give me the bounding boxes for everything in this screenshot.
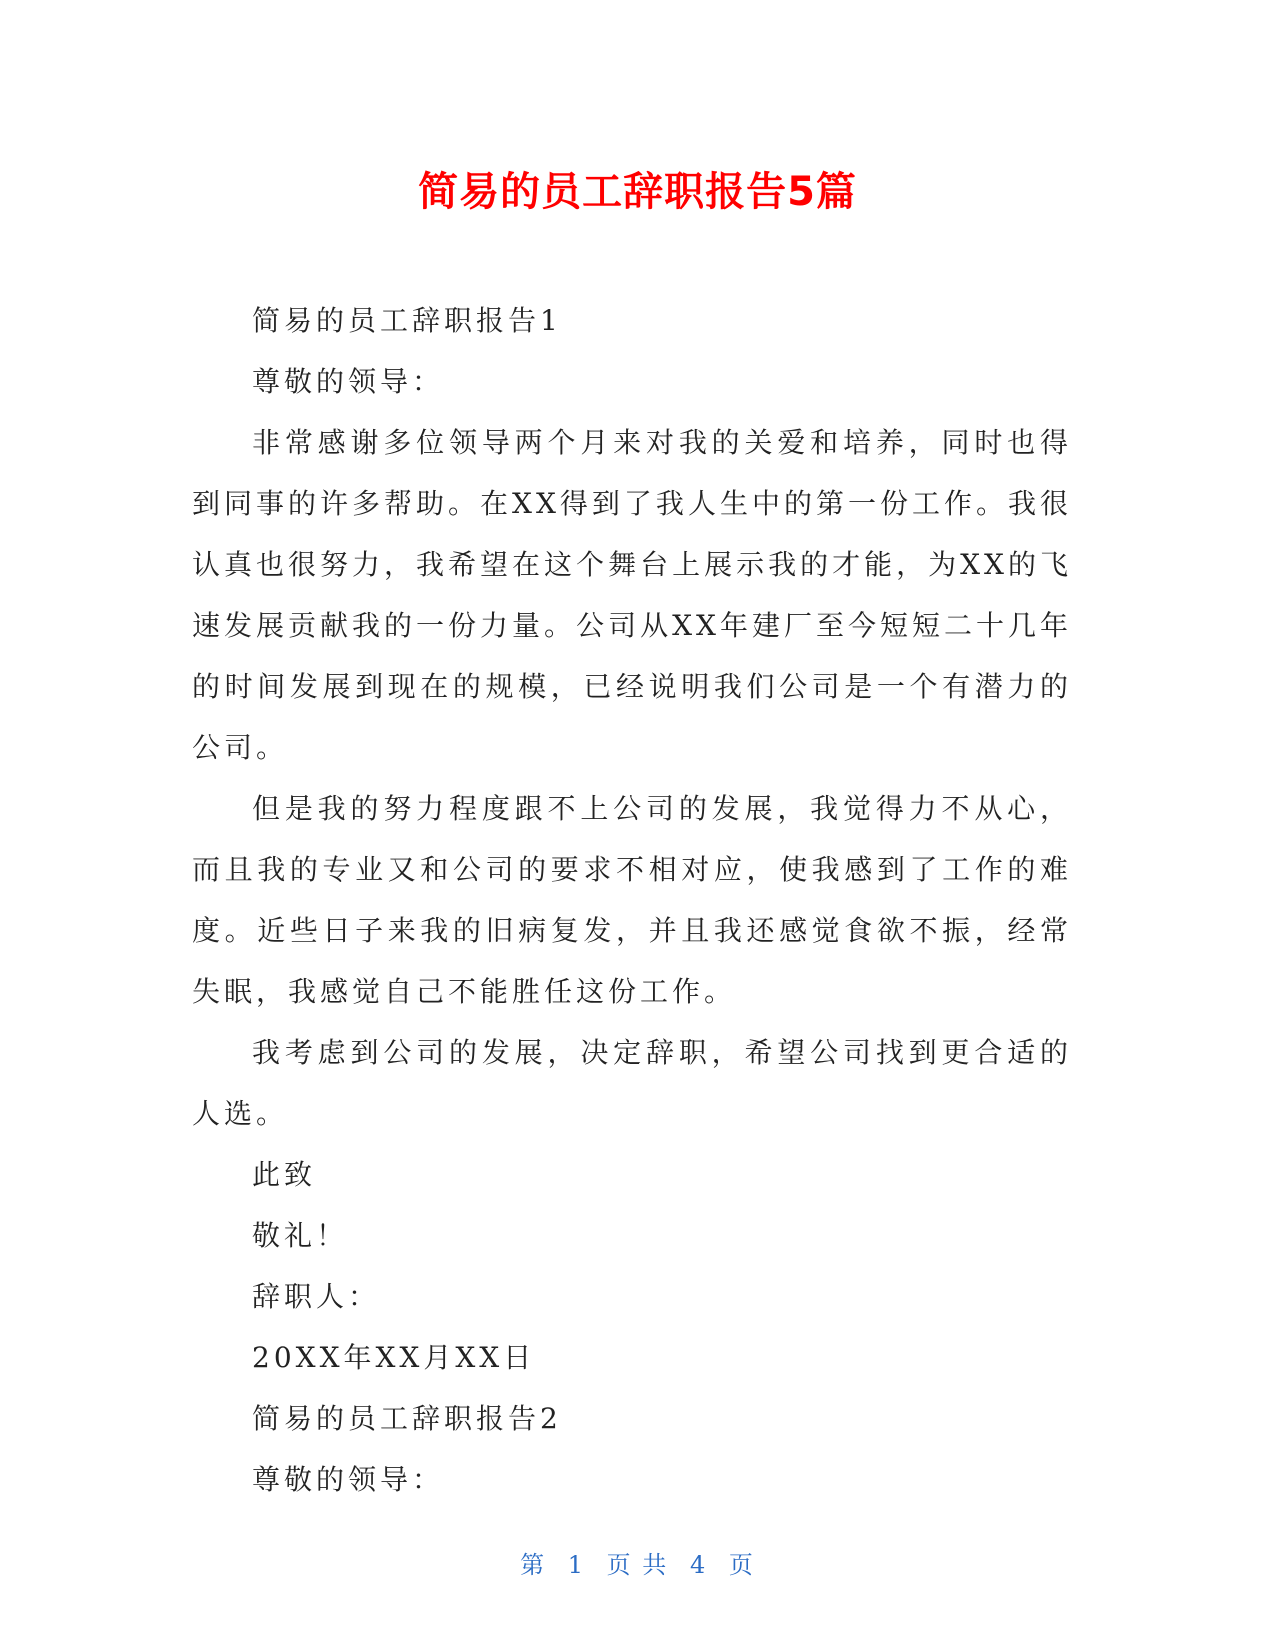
body-paragraph: 但是我的努力程度跟不上公司的发展，我觉得力不从心，而且我的专业又和公司的要求不相对应，使我感到了工作的难度。近些日子来我的旧病复发，并且我还感觉食欲不振，经常失眠，我感觉自己不能胜任这份工作。 xyxy=(192,792,1072,1008)
date-line: 20XX年XX月XX日 xyxy=(252,1341,536,1374)
salutation: 尊敬的领导： xyxy=(252,1463,445,1496)
body-paragraph: 非常感谢多位领导两个月来对我的关爱和培养，同时也得到同事的许多帮助。在XX得到了我人生中的第一份工作。我很认真也很努力，我希望在这个舞台上展示我的才能，为XX的飞速发展贡献我的一份力量。公司从XX年建厂至今短短二十几年的时间发展到现在的规模，已经说明我们公司是一个有潜力的公司。 xyxy=(192,426,1072,764)
current-page-number: 1 xyxy=(567,1551,586,1579)
footer-suffix: 页 xyxy=(728,1551,755,1579)
closing-regards: 敬礼！ xyxy=(252,1219,349,1252)
document-title: 简易的员工辞职报告5篇 xyxy=(418,169,857,215)
page-footer xyxy=(0,1545,1275,1580)
section-heading: 简易的员工辞职报告1 xyxy=(252,304,562,337)
footer-prefix: 第 xyxy=(520,1551,547,1579)
salutation: 尊敬的领导： xyxy=(252,365,445,398)
footer-middle: 页 共 xyxy=(606,1551,669,1579)
signer-label: 辞职人： xyxy=(252,1280,381,1313)
closing: 此致 xyxy=(252,1158,317,1191)
body-paragraph: 我考虑到公司的发展，决定辞职，希望公司找到更合适的人选。 xyxy=(192,1036,1072,1130)
total-page-count: 4 xyxy=(689,1551,708,1579)
document-body xyxy=(192,290,1072,1510)
section-heading: 简易的员工辞职报告2 xyxy=(252,1402,562,1435)
